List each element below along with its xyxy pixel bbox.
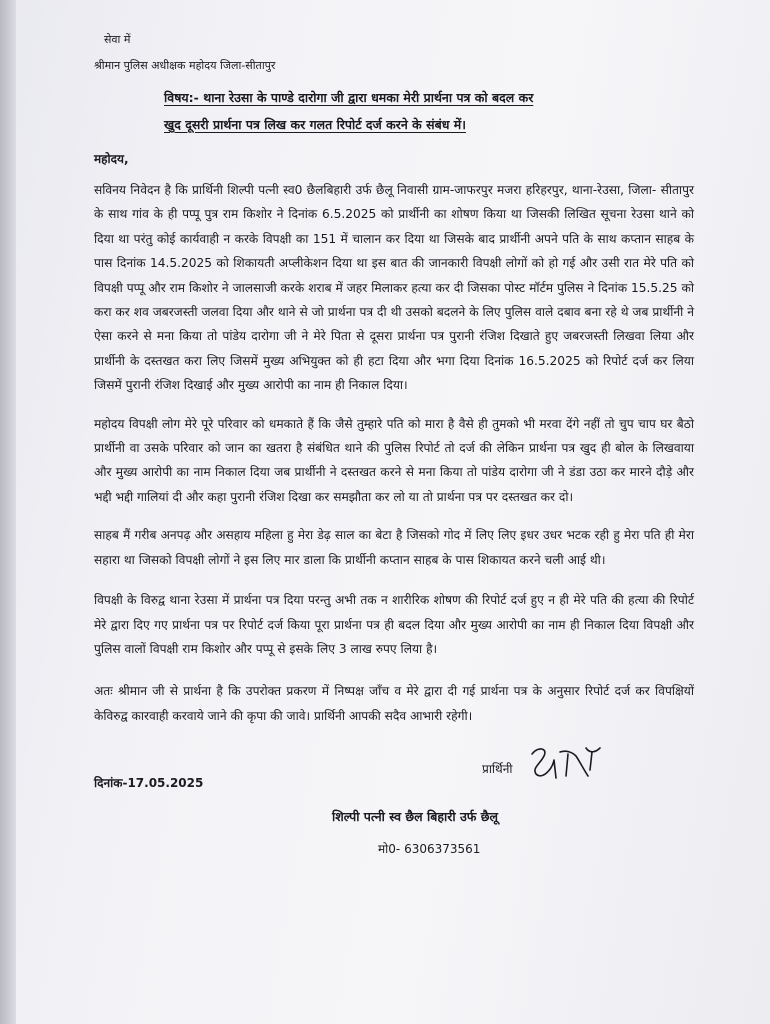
complaint-letter: [94, 32, 694, 858]
subject-line-2: खुद दूसरी प्रार्थना पत्र लिख कर गलत रिपोर्ट दर्ज करने के संबंध में।: [164, 117, 466, 132]
paragraph-5: अतः श्रीमान जी से प्रार्थना है कि उपरोक्त प्रकरण में निष्पक्ष जाँच व मेरे द्वारा दी गई प्रार्थना पत्र के अनुसार रिपोर्ट दर्ज कर विपक्षियों केविरुद्व कारवाही करवाये जाने की कृपा की जावे। प्रार्थिनी आपकी सदैव आभारी रहेगी।: [94, 684, 694, 723]
paragraph-3: साहब मैं गरीब अनपढ़ और असहाय महिला हु मेरा डेढ़ साल का बेटा है जिसको गोद में लिए लिए इधर उधर भटक रही हु मेरा पति ही मेरा सहारा था जिसको विपक्षी लोगों ने इस लिए मार डाला कि प्रार्थीनी कप्तान साहब के पास शिकायत करने चली आई थी।: [94, 528, 694, 567]
handwritten-signature: [526, 740, 606, 784]
paragraph-1: सविनय निवेदन है कि प्रार्थिनी शिल्पी पत्नी स्व0 छैलबिहारी उर्फ छैलू निवासी ग्राम-जाफरपुर मजरा हरिहरपुर, थाना-रेउसा, जिला- सीतापुर के साथ गांव के ही पप्पू पुत्र राम किशोर ने दिनांक 6.5.2025 को प्रार्थीनी का शोषण किया था जिसकी लिखित सूचना रेउसा थाने को दिया था परंतु कोई कार्यवाही न करके विपक्षी का 151 में चालान कर दिया था जिसके बाद प्रार्थीनी अपने पति के साथ कप्तान साहब के पास दिनांक 14.5.2025 को शिकायती अप्लीकेशन दिया था इस बात की जानकारी विपक्षी लोगों को हो गई और उसी रात मेरे पति को विपक्षी पप्पू और राम किशोर ने जालसाजी करके शराब में जहर मिलाकर हत्या कर दी जिसका पोस्ट मॉर्टम पुलिस ने दिनांक 15.5.25 को करा कर शव जबरजस्ती जलवा दिया और थाने से जो प्रार्थना पत्र दी थी उसको बदलने के लिए पुलिस वाले दबाव बना रहे थे जब प्रार्थीनी ने ऐसा करने से मना किया तो पांडेय दारोगा जी ने मेरे पिता से दूसरा प्रार्थना पत्र पुरानी रंजिश दिखाते हुए जबरजस्ती लिखवा लिया और प्रार्थीनी के दस्तखत करा लिए जिसमें मुख्य अभियुक्त को ही हटा दिया और भगा दिया दिनांक 16.5.2025 को रिपोर्ट दर्ज कर लिया जिसमें पुरानी रंजिश दिखाई और मुख्य आरोपी का नाम ही निकाल दिया।: [94, 183, 694, 393]
prarthini-label: प्रार्थिनी: [482, 762, 513, 777]
signatory-name: शिल्पी पत्नी स्व छैल बिहारी उर्फ छैलू: [332, 809, 499, 825]
letter-date: दिनांक-17.05.2025: [94, 776, 204, 791]
subject-line-1: विषय:- थाना रेउसा के पाण्डे दारोगा जी द्वारा धमका मेरी प्रार्थना पत्र को बदल कर: [164, 90, 534, 105]
letter-addressee: श्रीमान पुलिस अधीक्षक महोदय जिला-सीतापुर: [94, 59, 276, 72]
letter-salutation: महोदय,: [94, 152, 129, 166]
paragraph-4: विपक्षी के विरुद्व थाना रेउसा में प्रार्थना पत्र दिया परन्तु अभी तक न शारीरिक शोषण की रिपोर्ट दर्ज हुए न ही मेरे पति की हत्या की रिपोर्ट मेरे द्वारा दिए गए प्रार्थना पत्र पर रिपोर्ट दर्ज किया पूरा प्रार्थना पत्र ही बदल दिया और मुख्य आरोपी का नाम ही निकाल दिया विपक्षी और पुलिस वालों विपक्षी राम किशोर और पप्पू से इसके लिए 3 लाख रुपए लिया है।: [94, 593, 694, 656]
letter-to: सेवा में: [104, 33, 131, 46]
closing-block: [94, 744, 694, 804]
letter-subject: [164, 84, 694, 138]
paragraph-2: महोदय विपक्षी लोग मेरे पूरे परिवार को धमकाते हैं कि जैसे तुम्हारे पति को मारा है वैसे ही तुमको भी मरवा देंगे नहीं तो चुप चाप घर बैठो प्रार्थीनी वा उसके परिवार को जान का खतरा है संबंधित थाने की पुलिस रिपोर्ट तो दर्ज की लेकिन प्रार्थना पत्र खुद ही बोल के लिखवाया और मुख्य आरोपी का नाम निकाल दिया जब प्रार्थीनी ने दस्तखत करने से मना किया तो पांडेय दारोगा जी ने डंडा उठा कर मारने दौड़े और भद्दी भद्दी गालियां दी और कहा पुरानी रंजिश दिखा कर समझौता कर लो या तो प्रार्थना पत्र पर दस्तखत कर दो।: [94, 416, 694, 504]
mobile-number: मो0- 6306373561: [378, 842, 481, 857]
